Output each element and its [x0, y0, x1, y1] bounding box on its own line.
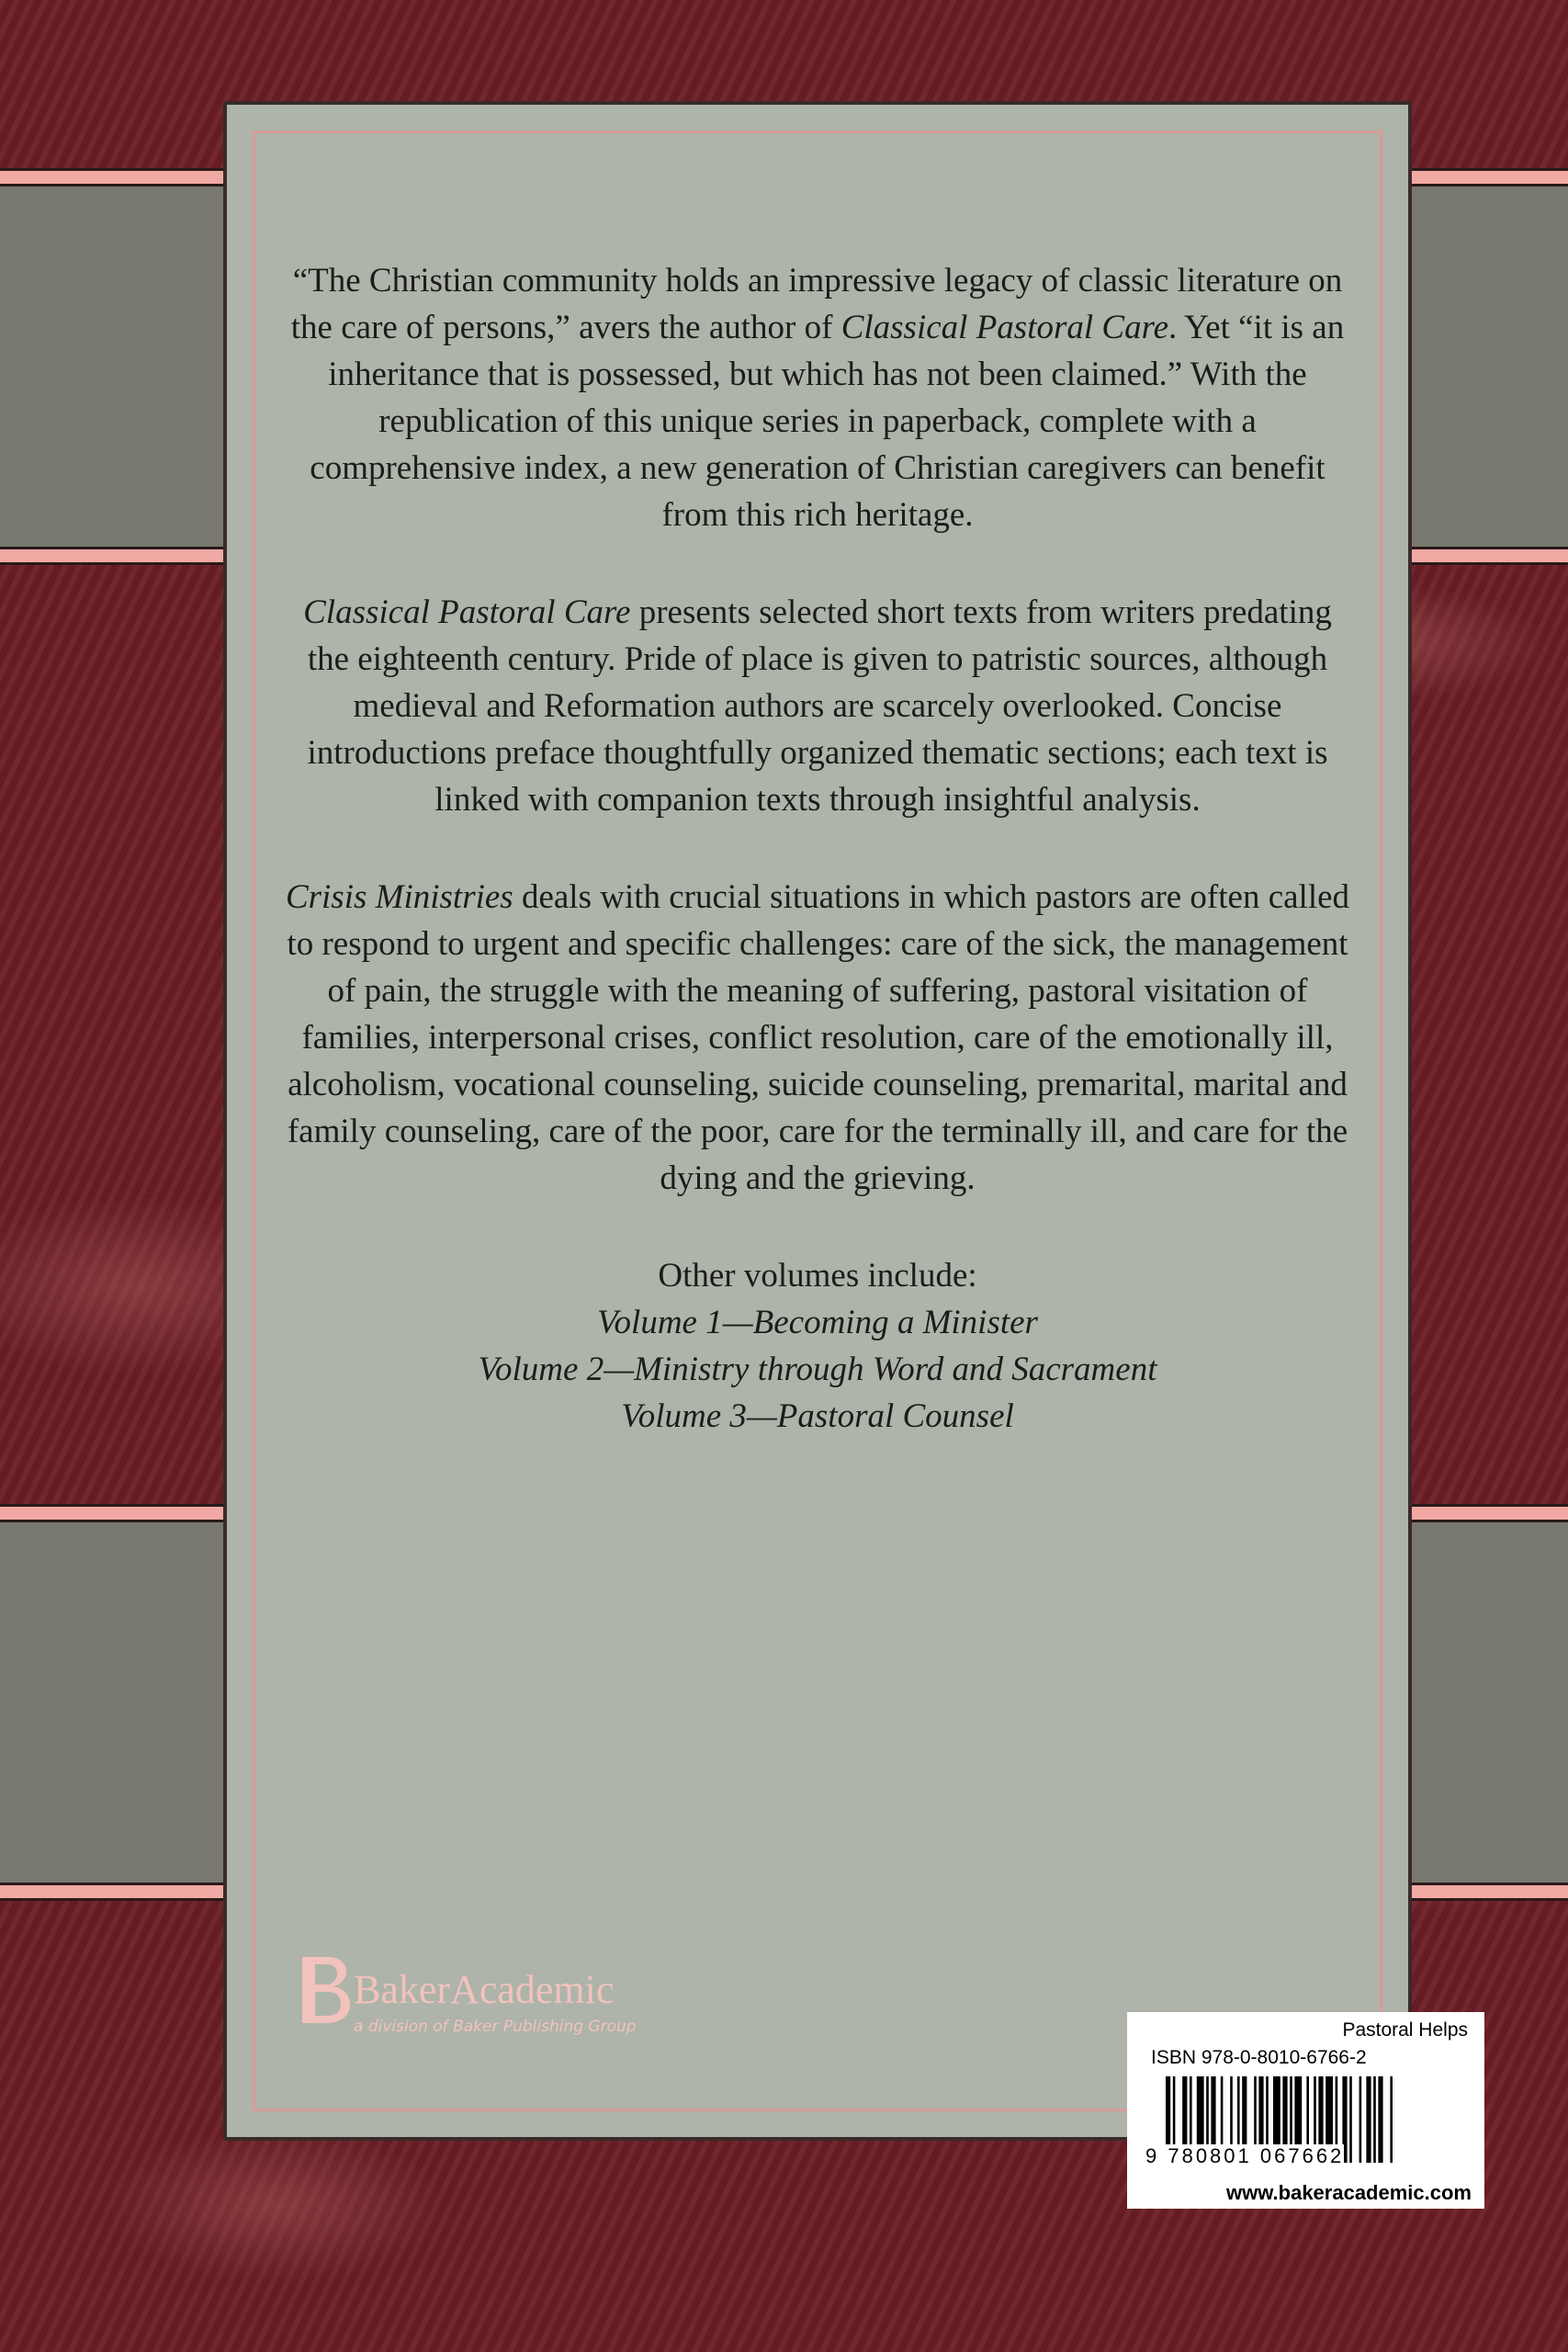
- barcode-category: Pastoral Helps: [1342, 2019, 1468, 2041]
- paragraph-1: “The Christian community holds an impressive legacy of classic literature on the care of persons,” avers the author of Classical Pastoral Care. Yet “it is an inheritance that is possessed, but which has not been claimed.” With the republication of this unique series in paperback, complete with a comprehensive index, a new generation of Christian caregivers can benefit from this rich heritage.: [290, 262, 1345, 534]
- isbn-text: ISBN 978-0-8010-6766-2: [1151, 2047, 1367, 2068]
- volume-2: Volume 2—Ministry through Word and Sacrament: [478, 1351, 1157, 1388]
- barcode-digits: 9 780801 067662: [1145, 2144, 1345, 2167]
- volume-1: Volume 1—Becoming a Minister: [597, 1304, 1038, 1341]
- publisher-name: BakerAcademic: [354, 1967, 615, 2012]
- paragraph-2: Classical Pastoral Care presents selected short texts from writers predating the eighteenth century. Pride of place is given to patristic sources, although medieval and Reformation authors are scarcely overlooked. Concise introductions preface thoughtfully organized thematic sections; each text is linked with companion texts through insightful analysis.: [303, 594, 1332, 819]
- other-volumes: [282, 1252, 1353, 1440]
- barcode-label: [1127, 2012, 1484, 2209]
- text-panel: [223, 101, 1412, 2141]
- publisher-subtitle: a division of Baker Publishing Group: [354, 2018, 637, 2036]
- publisher-logo: [300, 1953, 778, 2054]
- other-volumes-heading: Other volumes include:: [658, 1257, 977, 1295]
- blurb: [282, 257, 1353, 1440]
- publisher-url: www.bakeracademic.com: [1226, 2181, 1472, 2204]
- baker-b-logo-icon: [300, 1953, 355, 2027]
- paragraph-3: Crisis Ministries deals with crucial situations in which pastors are often called to respond to urgent and specific challenges: care of the sick, the management of pain, the struggle with the meaning of suffering, pastoral visitation of families, interpersonal crises, conflict resolution, care of the emotionally ill, alcoholism, vocational counseling, suicide counseling, premarital, marital and family counseling, care of the poor, care for the terminally ill, and care for the dying and the grieving.: [285, 878, 1350, 1197]
- volume-3: Volume 3—Pastoral Counsel: [621, 1397, 1014, 1435]
